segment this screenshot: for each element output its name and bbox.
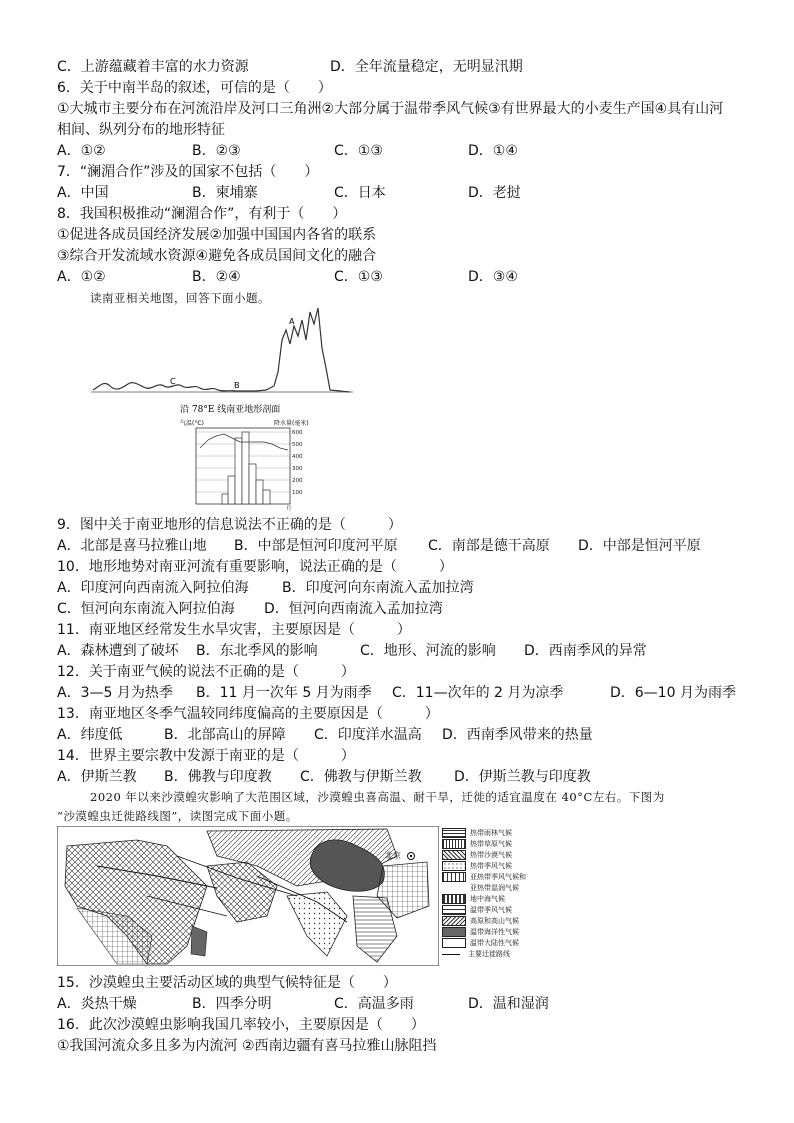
q9-option-a: A．北部是喜马拉雅山地	[57, 538, 207, 554]
legend-swatch	[442, 861, 466, 871]
terrain-profile-line	[93, 308, 350, 392]
q10-option-c: C．恒河向东南流入阿拉伯海	[57, 601, 235, 617]
precip-bar	[222, 494, 228, 504]
legend-item: 亚热带湿润气候	[442, 883, 519, 893]
legend-item: 温带海洋性气候	[442, 927, 519, 937]
legend-item: 主要迁徙路线	[442, 949, 510, 959]
q14-option-c: C．佛教与伊斯兰教	[300, 769, 422, 785]
precip-tick: 500	[292, 442, 303, 448]
precip-bar	[228, 476, 235, 504]
q8-stem: 8．我国积极推动“澜湄合作”，有利于（ ）	[57, 206, 347, 222]
precip-bar	[235, 438, 242, 504]
q8-statements-1: ①促进各成员国经济发展②加强中国国内各省的联系	[57, 227, 377, 243]
legend-item: 高原和高山气候	[442, 916, 519, 926]
q15-option-d: D．温和湿润	[468, 996, 549, 1012]
precip-bar	[242, 432, 249, 504]
q11-option-d: D．西南季风的异常	[524, 643, 647, 659]
q10-option-d: D．恒河向西南流入孟加拉湾	[264, 601, 443, 617]
q9-option-b: B．中部是恒河印度河平原	[234, 538, 398, 554]
legend-item: 温带大陆性气候	[442, 938, 519, 948]
q12-option-b: B．11 月一次年 5 月为雨季	[196, 685, 372, 701]
q6-statements-1: ①大城市主要分布在河流沿岸及河口三角洲②大部分属于温带季风气候③有世界最大的小麦生产国④具有山河	[57, 101, 724, 117]
q7-option-b: B．柬埔寨	[192, 185, 258, 201]
month-axis-label: 月	[286, 506, 292, 512]
q8-statements-2: ③综合开发流域水资源④避免各成员国间文化的融合	[57, 248, 377, 264]
legend-swatch	[442, 872, 466, 882]
profile-label-a: A	[289, 317, 295, 326]
q14-option-d: D．伊斯兰教与印度教	[454, 769, 591, 785]
legend-item: 热带季风气候	[442, 861, 512, 871]
q8-option-c: C．①③	[334, 269, 383, 285]
precip-tick: 400	[292, 454, 303, 460]
q5-option-c: C．上游蕴藏着丰富的水力资源	[57, 59, 249, 75]
precip-tick: 600	[292, 430, 303, 436]
q7-option-a: A．中国	[57, 185, 109, 201]
q7-stem: 7．“澜湄合作”涉及的国家不包括（ ）	[57, 164, 319, 180]
precip-bar	[249, 464, 256, 504]
q9-option-c: C．南部是德干高原	[428, 538, 550, 554]
profile-label-c: C	[170, 377, 176, 386]
precip-tick: 200	[292, 478, 303, 484]
q6-option-d: D．①④	[468, 143, 518, 159]
precip-tick: 100	[292, 490, 303, 496]
climate-chart-figure	[178, 418, 328, 512]
q12-option-d: D．6—10 月为雨季	[610, 685, 736, 701]
legend-item: 温带季风气候	[442, 905, 512, 915]
legend-item: 地中海气候	[442, 894, 505, 904]
intro-locust-line1: 2020 年以来沙漠蝗灾影响了大范围区域，沙漠蝗虫喜高温、耐干旱，迁徙的适宜温度在 40°C左右。下图为	[90, 790, 665, 804]
q14-stem: 14．世界主要宗教中发源于南亚的是（ ）	[57, 748, 355, 764]
q12-stem: 12．关于南亚气候的说法不正确的是（ ）	[57, 664, 355, 680]
q14-option-b: B．佛教与印度教	[164, 769, 272, 785]
q6-statements-2: 相间、纵列分布的地形特征	[57, 122, 225, 138]
legend-item: 热带沙漠气候	[442, 850, 512, 860]
q6-option-c: C．①③	[334, 143, 383, 159]
climate-left-unit: 气温(°C)	[180, 420, 204, 427]
q8-option-d: D．③④	[468, 269, 518, 285]
q7-option-d: D．老挝	[468, 185, 521, 201]
legend-swatch	[442, 828, 466, 838]
q15-option-b: B．四季分明	[192, 996, 272, 1012]
profile-label-b: B	[234, 381, 240, 390]
q15-stem: 15．沙漠蝗虫主要活动区域的典型气候特征是（ ）	[57, 975, 397, 991]
q11-option-b: B．东北季风的影响	[196, 643, 318, 659]
q15-option-c: C．高温多雨	[334, 996, 414, 1012]
q12-option-c: C．11—次年的 2 月为凉季	[392, 685, 564, 701]
q10-option-b: B．印度河向东南流入孟加拉湾	[282, 580, 474, 596]
precip-tick: 300	[292, 466, 303, 472]
q11-option-c: C．地形、河流的影响	[360, 643, 496, 659]
legend-swatch	[442, 938, 466, 948]
q13-option-a: A．纬度低	[57, 727, 123, 743]
terrain-profile-figure	[88, 300, 358, 415]
legend-swatch	[442, 927, 466, 937]
q6-option-b: B．②③	[192, 143, 241, 159]
legend-swatch	[442, 905, 466, 915]
legend-swatch	[442, 894, 466, 904]
q13-option-b: B．北部高山的屏障	[164, 727, 286, 743]
precip-bar	[263, 490, 270, 504]
q13-option-c: C．印度洋水温高	[314, 727, 422, 743]
q8-option-a: A．①②	[57, 269, 106, 285]
legend-swatch	[442, 850, 466, 860]
q14-option-a: A．伊斯兰教	[57, 769, 137, 785]
q9-option-d: D．中部是恒河平原	[578, 538, 701, 554]
locust-migration-map	[57, 826, 439, 966]
legend-item: 热带雨林气候	[442, 828, 512, 838]
q8-option-b: B．②④	[192, 269, 241, 285]
q16-statements-1: ①我国河流众多且多为内流河 ②西南边疆有喜马拉雅山脉阻挡	[57, 1038, 437, 1054]
q9-stem: 9．图中关于南亚地形的信息说法不正确的是（ ）	[57, 517, 402, 533]
legend-item: 热带草原气候	[442, 839, 512, 849]
legend-item: 亚热带季风气候和	[442, 872, 526, 882]
intro-locust-line2: “沙漠蝗虫迁徙路线图”，读图完成下面小题。	[57, 809, 298, 823]
q6-option-a: A．①②	[57, 143, 106, 159]
q11-stem: 11．南亚地区经常发生水旱灾害，主要原因是（ ）	[57, 622, 411, 638]
q16-stem: 16．此次沙漠蝗虫影响我国几率较小，主要原因是（ ）	[57, 1017, 425, 1033]
profile-caption: 沿 78°E 线南亚地形剖面	[180, 405, 281, 415]
intro-south-asia: 读南亚相关地图，回答下面小题。	[90, 291, 270, 305]
beijing-label: 北京	[385, 851, 401, 860]
legend-swatch	[442, 839, 466, 849]
legend-swatch	[442, 883, 466, 893]
q13-option-d: D．西南季风带来的热量	[442, 727, 593, 743]
q6-stem: 6．关于中南半岛的叙述，可信的是（ ）	[57, 80, 332, 96]
q5-option-d: D．全年流量稳定，无明显汛期	[330, 59, 523, 75]
q13-stem: 13．南亚地区冬季气温较同纬度偏高的主要原因是（ ）	[57, 706, 439, 722]
q15-option-a: A．炎热干燥	[57, 996, 137, 1012]
arrow-icon	[442, 950, 464, 958]
q7-option-c: C．日本	[334, 185, 386, 201]
legend-swatch	[442, 916, 466, 926]
q10-stem: 10．地形地势对南亚河流有重要影响，说法正确的是（ ）	[57, 559, 453, 575]
map-legend	[442, 828, 612, 968]
q10-option-a: A．印度河向西南流入阿拉伯海	[57, 580, 249, 596]
climate-right-unit: 降水量(毫米)	[274, 420, 309, 427]
precip-bar	[256, 480, 263, 504]
q11-option-a: A．森林遭到了破坏	[57, 643, 179, 659]
q12-option-a: A．3—5 月为热季	[57, 685, 173, 701]
